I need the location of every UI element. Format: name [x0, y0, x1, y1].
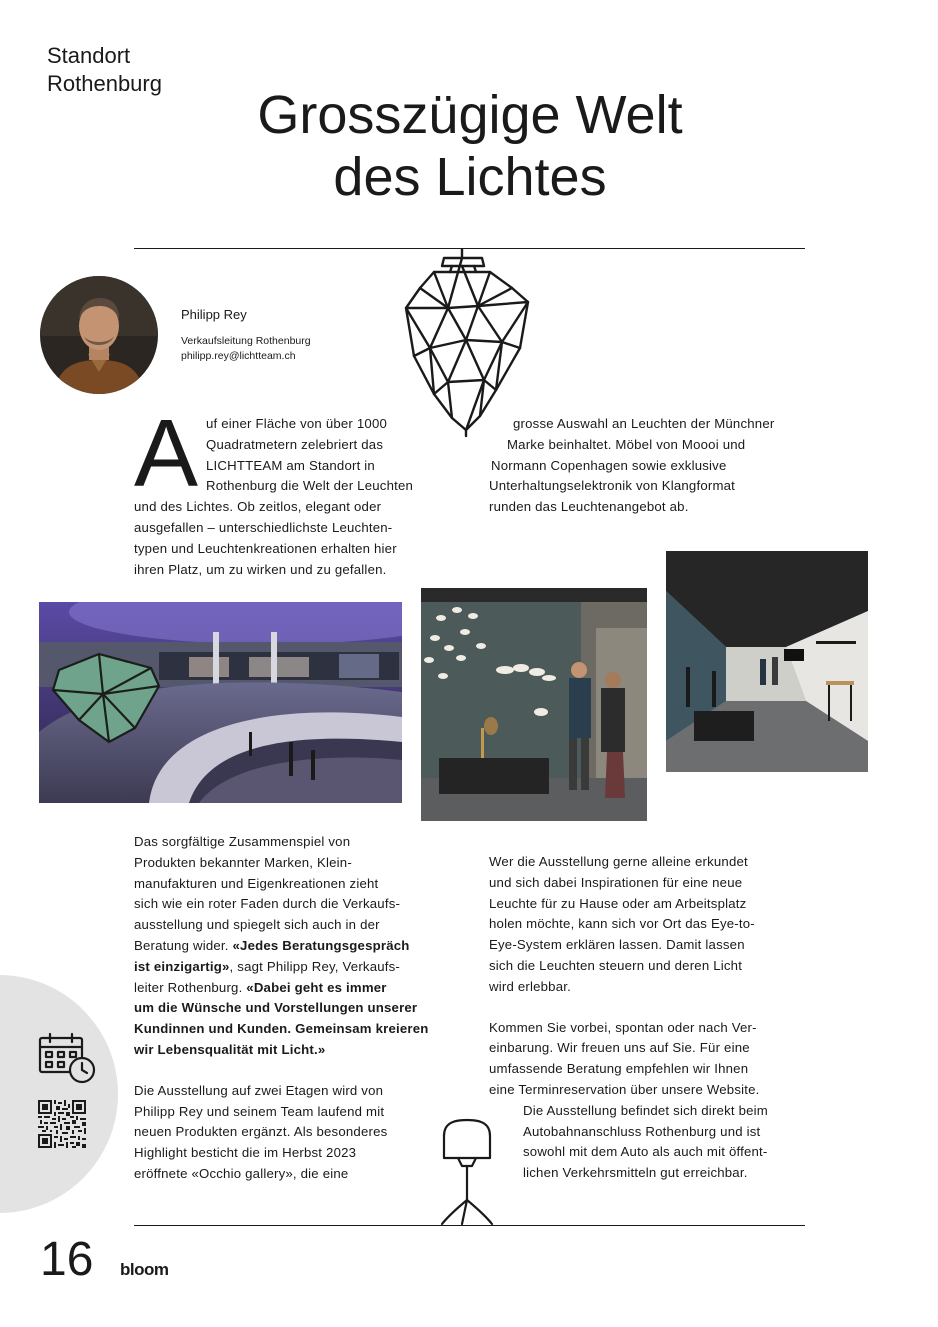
contact-email[interactable]: philipp.rey@lichtteam.ch — [181, 350, 296, 362]
text-line: sich wie ein roter Faden durch die Verkaufs- — [134, 896, 401, 912]
text-line: neuen Produkten ergänzt. Als besonderes — [134, 1124, 388, 1140]
text-line: Die Ausstellung befindet sich direkt beim — [523, 1102, 768, 1118]
kicker-line-2: Rothenburg — [47, 71, 162, 96]
quote-line: Kundinnen und Kunden. Gemeinsam kreieren — [134, 1021, 429, 1037]
photo-showroom-atrium — [39, 602, 402, 803]
text-run: , sagt Philipp Rey, Verkaufs- — [229, 958, 401, 974]
intro-line: uf einer Fläche von über 1000 — [206, 416, 388, 431]
text-line: einbarung. Wir freuen uns auf Sie. Für eine — [489, 1040, 750, 1056]
text-line — [134, 957, 454, 978]
intro-left-column — [134, 400, 454, 580]
title-line-1: Grosszügige Welt — [257, 85, 683, 145]
text-run: Beratung wider. — [134, 937, 233, 953]
intro-line: und des Lichtes. Ob zeitlos, elegant oder — [134, 499, 382, 515]
crystal-pendant-lamp-icon — [400, 248, 536, 438]
intro-line: Rothenburg die Welt der Leuchten — [206, 478, 414, 494]
avatar — [40, 276, 158, 394]
intro-line: Unterhaltungselektronik von Klangformat — [489, 478, 736, 494]
paragraph — [489, 852, 809, 998]
intro-line: LICHTTEAM am Standort in — [206, 457, 375, 473]
paragraph — [489, 1018, 809, 1101]
text-line — [134, 936, 454, 957]
text-line: sich die Leuchten steuern und deren Licht — [489, 957, 743, 973]
body-left-column — [134, 832, 454, 1185]
intro-line: Normann Copenhagen sowie exklusive — [491, 457, 727, 473]
intro-line: ausgefallen – unterschiedlichste Leuchten- — [134, 519, 393, 535]
text-line: Autobahnanschluss Rothenburg und ist — [523, 1123, 761, 1139]
text-line: eine Terminreservation über unsere Website. — [489, 1081, 760, 1097]
text-line: umfassende Beratung empfehlen wir Ihnen — [489, 1061, 749, 1077]
intro-line: runden das Leuchtenangebot ab. — [489, 499, 689, 515]
text-line: sowohl mit dem Auto als auch mit öffent- — [523, 1144, 768, 1160]
intro-line: typen und Leuchtenkreationen erhalten hier — [134, 540, 397, 556]
quote-run: «Jedes Beratungsgespräch — [232, 937, 410, 953]
text-line: und sich dabei Inspirationen für eine neue — [489, 874, 743, 890]
text-line: Kommen Sie vorbei, spontan oder nach Ver- — [489, 1019, 757, 1035]
text-line: lichen Verkehrsmitteln gut erreichbar. — [523, 1165, 748, 1181]
qr-code-icon[interactable] — [38, 1100, 86, 1148]
text-line: holen möchte, kann sich vor Ort das Eye-to- — [489, 916, 755, 932]
quote-line: wir Lebensqualität mit Licht.» — [134, 1041, 326, 1057]
text-line: Wer die Ausstellung gerne alleine erkundet — [489, 854, 748, 869]
contact-role: Verkaufsleitung Rothenburg — [181, 335, 311, 347]
drop-cap: A — [134, 400, 199, 507]
paragraph — [134, 1081, 454, 1185]
intro-line: Marke beinhaltet. Möbel von Moooi und — [507, 436, 746, 452]
text-line: Die Ausstellung auf zwei Etagen wird von — [134, 1082, 384, 1098]
quote-run: ist einzigartig» — [134, 958, 230, 974]
text-line: wird erlebbar. — [489, 978, 571, 994]
text-line: Produkten bekannter Marken, Klein- — [134, 854, 352, 870]
text-line: Philipp Rey und seinem Team laufend mit — [134, 1103, 385, 1119]
title-line-2: des Lichtes — [333, 147, 607, 207]
table-lamp-icon — [432, 1118, 502, 1226]
contact-block — [181, 307, 311, 364]
section-kicker — [47, 42, 162, 98]
text-line: Highlight besticht die im Herbst 2023 — [134, 1145, 357, 1161]
contact-name: Philipp Rey — [181, 307, 247, 322]
bottom-rule — [134, 1225, 805, 1226]
text-run: leiter Rothenburg. — [134, 979, 247, 995]
text-line: eröffnete «Occhio gallery», die eine — [134, 1165, 349, 1181]
sidebar-tab — [0, 975, 118, 1213]
quote-run: «Dabei geht es immer — [246, 979, 387, 995]
text-line: ausstellung und spiegelt sich auch in der — [134, 917, 380, 933]
brand-logo: bloom — [120, 1260, 169, 1279]
paragraph — [134, 832, 454, 1061]
kicker-line-1: Standort — [47, 43, 131, 68]
quote-line: um die Wünsche und Vorstellungen unserer — [134, 1000, 418, 1016]
text-line: manufakturen und Eigenkreationen zieht — [134, 875, 379, 891]
body-right-column — [489, 852, 809, 1184]
intro-line: ihren Platz, um zu wirken und zu gefallen. — [134, 561, 387, 577]
photo-showroom-corridor — [666, 551, 868, 772]
text-line: Das sorgfältige Zusammenspiel von — [134, 834, 351, 849]
paragraph — [489, 1101, 809, 1184]
photo-showroom-consultation — [421, 588, 647, 821]
text-line: Leuchte für zu Hause oder am Arbeitsplatz — [489, 895, 747, 911]
calendar-clock-icon — [38, 1032, 96, 1084]
text-line — [134, 978, 454, 999]
page-number: 16 — [40, 1233, 94, 1286]
intro-line: grosse Auswahl an Leuchten der Münchner — [513, 416, 775, 431]
intro-line: Quadratmetern zelebriert das — [206, 436, 384, 452]
text-line: Eye-System erklären lassen. Damit lassen — [489, 937, 745, 953]
intro-right-column — [489, 414, 809, 518]
page-title — [150, 84, 790, 208]
